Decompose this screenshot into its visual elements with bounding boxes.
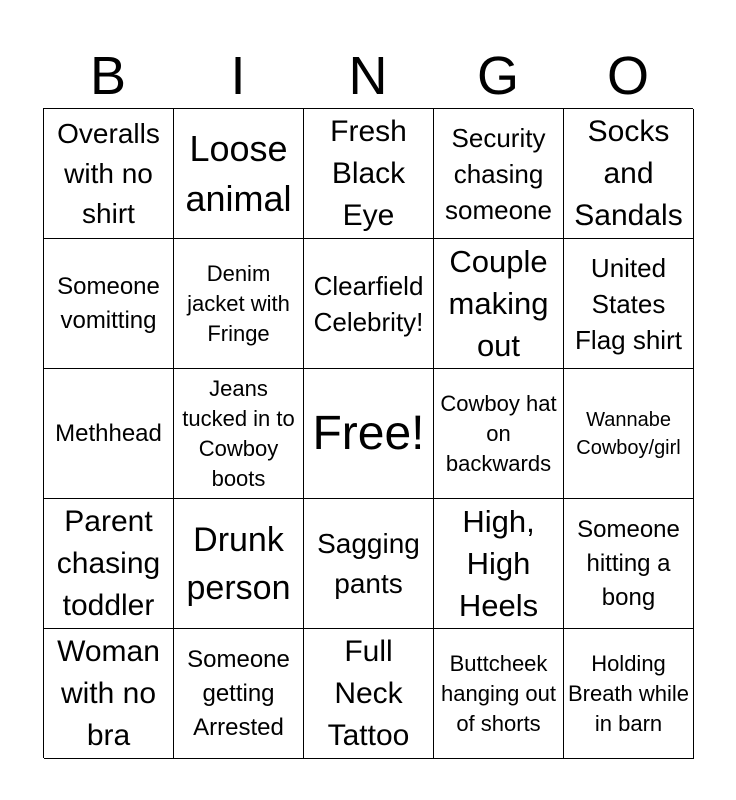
cell-text: Someone getting Arrested bbox=[187, 645, 290, 741]
cell-text: United States Flag shirt bbox=[575, 252, 682, 355]
bingo-cell-r4-c5[interactable] bbox=[564, 499, 694, 629]
bingo-cell-r2-c5[interactable] bbox=[564, 239, 694, 369]
bingo-cell-r5-c1[interactable] bbox=[44, 629, 174, 759]
cell-text: High, High Heels bbox=[458, 503, 539, 623]
bingo-header bbox=[43, 40, 693, 108]
cell-text: Full Neck Tattoo bbox=[327, 634, 410, 752]
free-space-text: Free! bbox=[312, 406, 425, 460]
cell-text: Denim jacket with Fringe bbox=[187, 260, 290, 346]
cell-text: Methhead bbox=[55, 419, 162, 447]
bingo-cell-r5-c3[interactable] bbox=[304, 629, 434, 759]
cell-text: Security chasing someone bbox=[445, 122, 552, 225]
bingo-cell-r4-c2[interactable] bbox=[174, 499, 304, 629]
cell-text: Overalls with no shirt bbox=[57, 117, 160, 229]
cell-text: Clearfield Celebrity! bbox=[313, 270, 424, 337]
cell-text: Drunk person bbox=[186, 520, 291, 607]
cell-text: Woman with no bra bbox=[57, 634, 160, 752]
cell-text: Parent chasing toddler bbox=[56, 504, 161, 622]
cell-text: Couple making out bbox=[448, 243, 549, 363]
bingo-cell-r1-c3[interactable] bbox=[304, 109, 434, 239]
bingo-cell-r5-c2[interactable] bbox=[174, 629, 304, 759]
bingo-cell-r2-c1[interactable] bbox=[44, 239, 174, 369]
bingo-cell-r1-c4[interactable] bbox=[434, 109, 564, 239]
bingo-cell-r1-c1[interactable] bbox=[44, 109, 174, 239]
bingo-cell-r2-c2[interactable] bbox=[174, 239, 304, 369]
bingo-cell-r2-c4[interactable] bbox=[434, 239, 564, 369]
bingo-cell-r4-c4[interactable] bbox=[434, 499, 564, 629]
cell-text: Socks and Sandals bbox=[574, 114, 683, 232]
header-letter-b: B bbox=[89, 46, 127, 106]
cell-text: Cowboy hat on backwards bbox=[440, 390, 557, 476]
cell-text: Jeans tucked in to Cowboy boots bbox=[182, 375, 295, 491]
cell-text: Sagging pants bbox=[317, 527, 420, 599]
bingo-cell-r4-c1[interactable] bbox=[44, 499, 174, 629]
header-letter-i: I bbox=[230, 46, 246, 106]
cell-text: Buttcheek hanging out of shorts bbox=[441, 650, 556, 736]
bingo-cell-r3-c2[interactable] bbox=[174, 369, 304, 499]
bingo-cell-r5-c4[interactable] bbox=[434, 629, 564, 759]
cell-text: Wannabe Cowboy/girl bbox=[576, 408, 681, 459]
bingo-cell-r4-c3[interactable] bbox=[304, 499, 434, 629]
bingo-cell-r3-c1[interactable] bbox=[44, 369, 174, 499]
bingo-board bbox=[43, 108, 693, 758]
bingo-cell-r3-c5[interactable] bbox=[564, 369, 694, 499]
cell-text: Fresh Black Eye bbox=[330, 114, 407, 232]
cell-text: Loose animal bbox=[185, 127, 292, 219]
bingo-cell-r2-c3[interactable] bbox=[304, 239, 434, 369]
cell-text: Someone hitting a bong bbox=[577, 515, 680, 611]
bingo-cell-r1-c2[interactable] bbox=[174, 109, 304, 239]
cell-text: Someone vomitting bbox=[57, 272, 160, 334]
bingo-cell-r3-c4[interactable] bbox=[434, 369, 564, 499]
header-letter-g: G bbox=[476, 46, 519, 106]
header-letter-n: N bbox=[348, 46, 388, 106]
bingo-cell-free[interactable] bbox=[304, 369, 434, 499]
cell-text: Holding Breath while in barn bbox=[567, 650, 690, 736]
header-letter-o: O bbox=[606, 46, 649, 106]
bingo-cell-r1-c5[interactable] bbox=[564, 109, 694, 239]
bingo-cell-r5-c5[interactable] bbox=[564, 629, 694, 759]
